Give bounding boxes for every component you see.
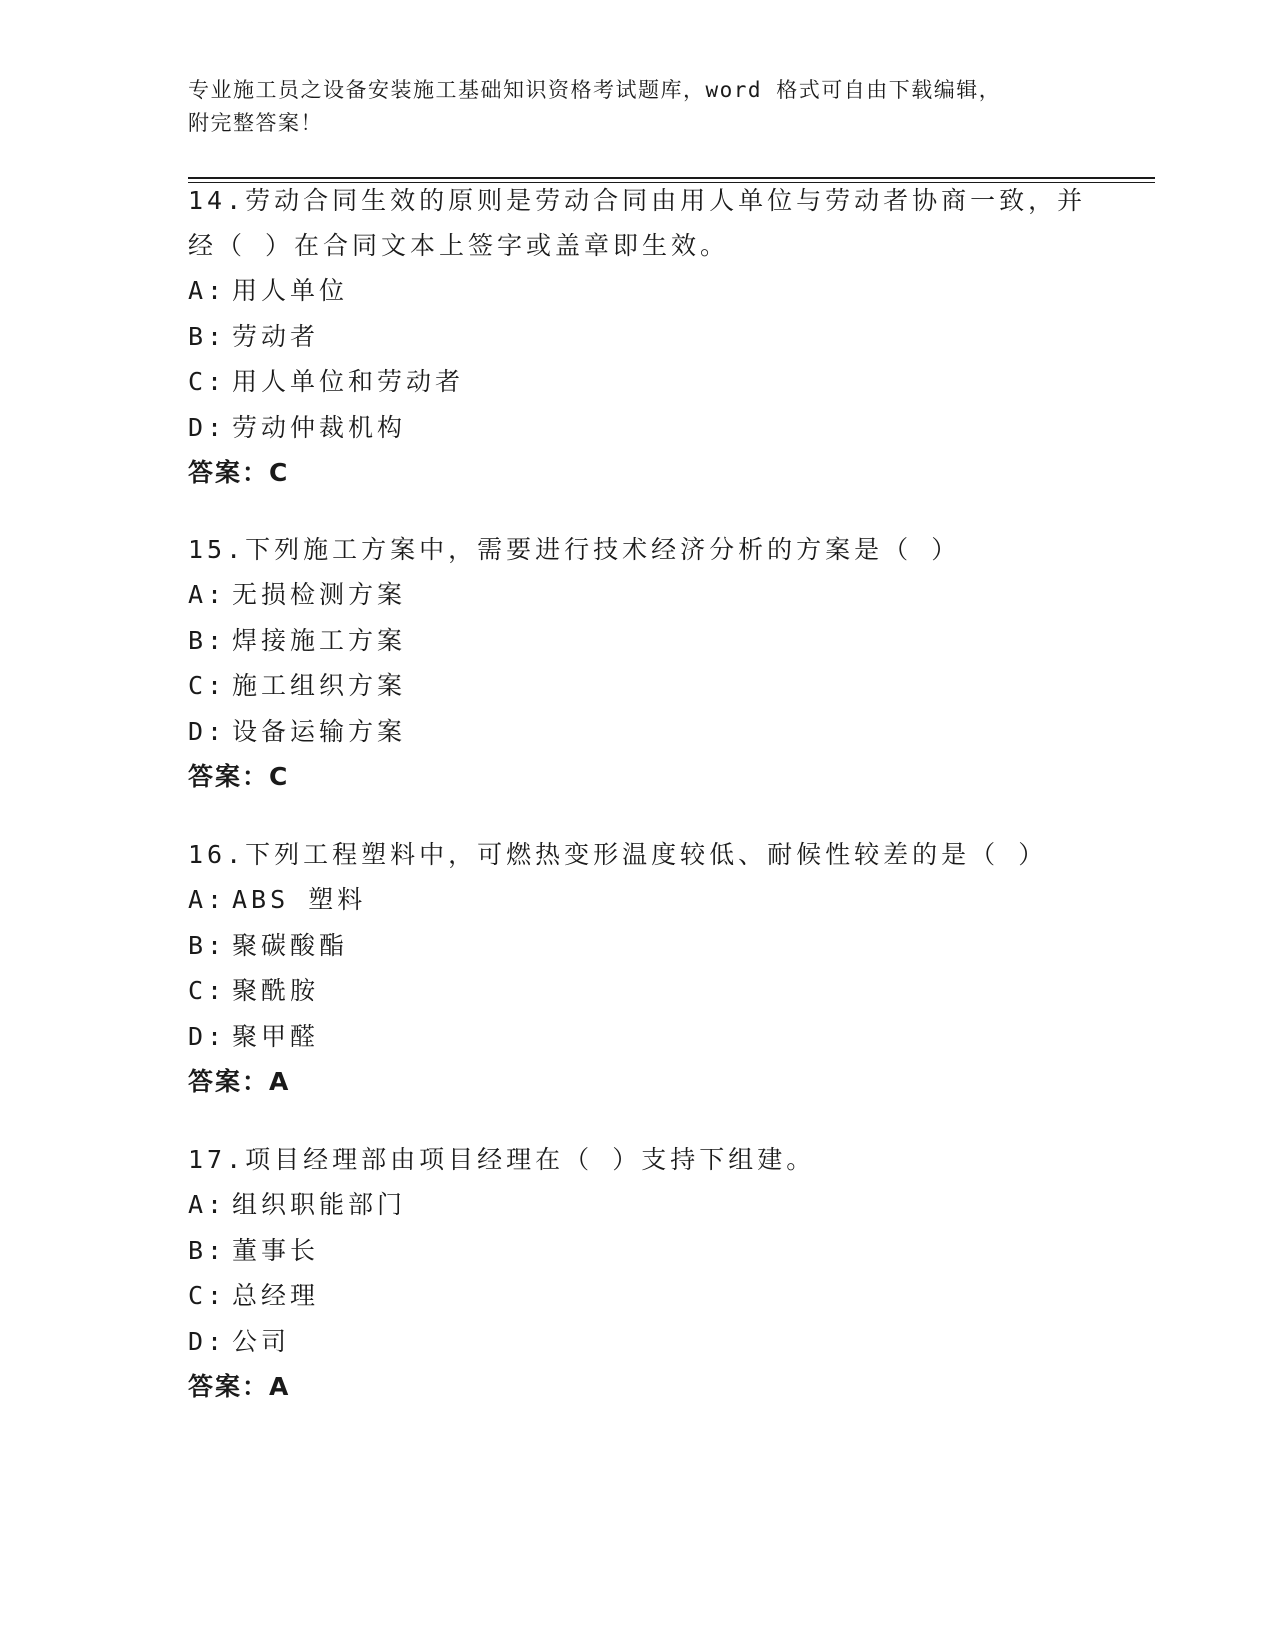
question-stem: 16.下列工程塑料中，可燃热变形温度较低、耐候性较差的是（ ） xyxy=(188,840,1048,869)
question-stem-continued: 经（ ）在合同文本上签字或盖章即生效。 xyxy=(188,231,730,260)
option-a xyxy=(188,877,1088,923)
option-d xyxy=(188,1014,1088,1060)
option-text: 公司 xyxy=(232,1326,291,1356)
option-key: C: xyxy=(188,671,227,700)
question-15 xyxy=(188,527,1088,800)
option-key: D: xyxy=(188,1326,227,1356)
option-b xyxy=(188,1228,1088,1274)
option-c xyxy=(188,968,1088,1014)
option-key: D: xyxy=(188,716,227,746)
answer-line: 答案：C xyxy=(188,762,290,791)
option-key: A: xyxy=(188,885,227,914)
option-key: A: xyxy=(188,580,227,609)
option-text: 设备运输方案 xyxy=(232,716,407,746)
option-key: C: xyxy=(188,976,227,1005)
option-a xyxy=(188,572,1088,618)
option-a xyxy=(188,268,1088,314)
option-text: 施工组织方案 xyxy=(232,671,407,700)
option-text: 劳动者 xyxy=(232,321,320,351)
option-c xyxy=(188,359,1088,405)
question-stem: 15.下列施工方案中，需要进行技术经济分析的方案是（ ） xyxy=(188,535,961,564)
option-d xyxy=(188,1319,1088,1365)
option-key: B: xyxy=(188,321,227,351)
option-key: A: xyxy=(188,1190,227,1219)
option-key: B: xyxy=(188,625,227,655)
option-text: 聚碳酸酯 xyxy=(232,930,349,960)
option-text: 聚甲醛 xyxy=(232,1021,320,1051)
option-b xyxy=(188,314,1088,360)
question-stem: 14.劳动合同生效的原则是劳动合同由用人单位与劳动者协商一致，并 xyxy=(188,186,1087,215)
option-key: A: xyxy=(188,276,227,305)
question-16 xyxy=(188,832,1088,1105)
question-17 xyxy=(188,1137,1088,1410)
option-key: D: xyxy=(188,1021,227,1051)
option-key: B: xyxy=(188,1235,227,1265)
header-line-2: 附完整答案！ xyxy=(188,111,323,135)
option-text: 聚酰胺 xyxy=(232,976,320,1005)
option-d xyxy=(188,405,1088,451)
option-text: 用人单位 xyxy=(232,276,349,305)
document-header xyxy=(188,74,1088,140)
option-text: 用人单位和劳动者 xyxy=(232,367,465,396)
answer-line: 答案：C xyxy=(188,458,290,487)
option-a xyxy=(188,1182,1088,1228)
option-d xyxy=(188,709,1088,755)
option-text: 董事长 xyxy=(232,1235,320,1265)
option-b xyxy=(188,618,1088,664)
option-text: 总经理 xyxy=(232,1281,320,1310)
option-c xyxy=(188,1273,1088,1319)
header-line-1: 专业施工员之设备安装施工基础知识资格考试题库，word 格式可自由下载编辑， xyxy=(188,78,1002,102)
option-key: B: xyxy=(188,930,227,960)
option-text: 焊接施工方案 xyxy=(232,625,407,655)
option-text: ABS 塑料 xyxy=(232,885,367,914)
option-text: 组织职能部门 xyxy=(232,1190,407,1219)
question-stem: 17.项目经理部由项目经理在（ ）支持下组建。 xyxy=(188,1145,816,1174)
option-text: 劳动仲裁机构 xyxy=(232,412,407,442)
answer-line: 答案：A xyxy=(188,1372,291,1401)
question-14 xyxy=(188,178,1088,496)
option-text: 无损检测方案 xyxy=(232,580,407,609)
option-key: C: xyxy=(188,367,227,396)
answer-line: 答案：A xyxy=(188,1067,291,1096)
option-key: D: xyxy=(188,412,227,442)
option-key: C: xyxy=(188,1281,227,1310)
option-c xyxy=(188,663,1088,709)
option-b xyxy=(188,923,1088,969)
